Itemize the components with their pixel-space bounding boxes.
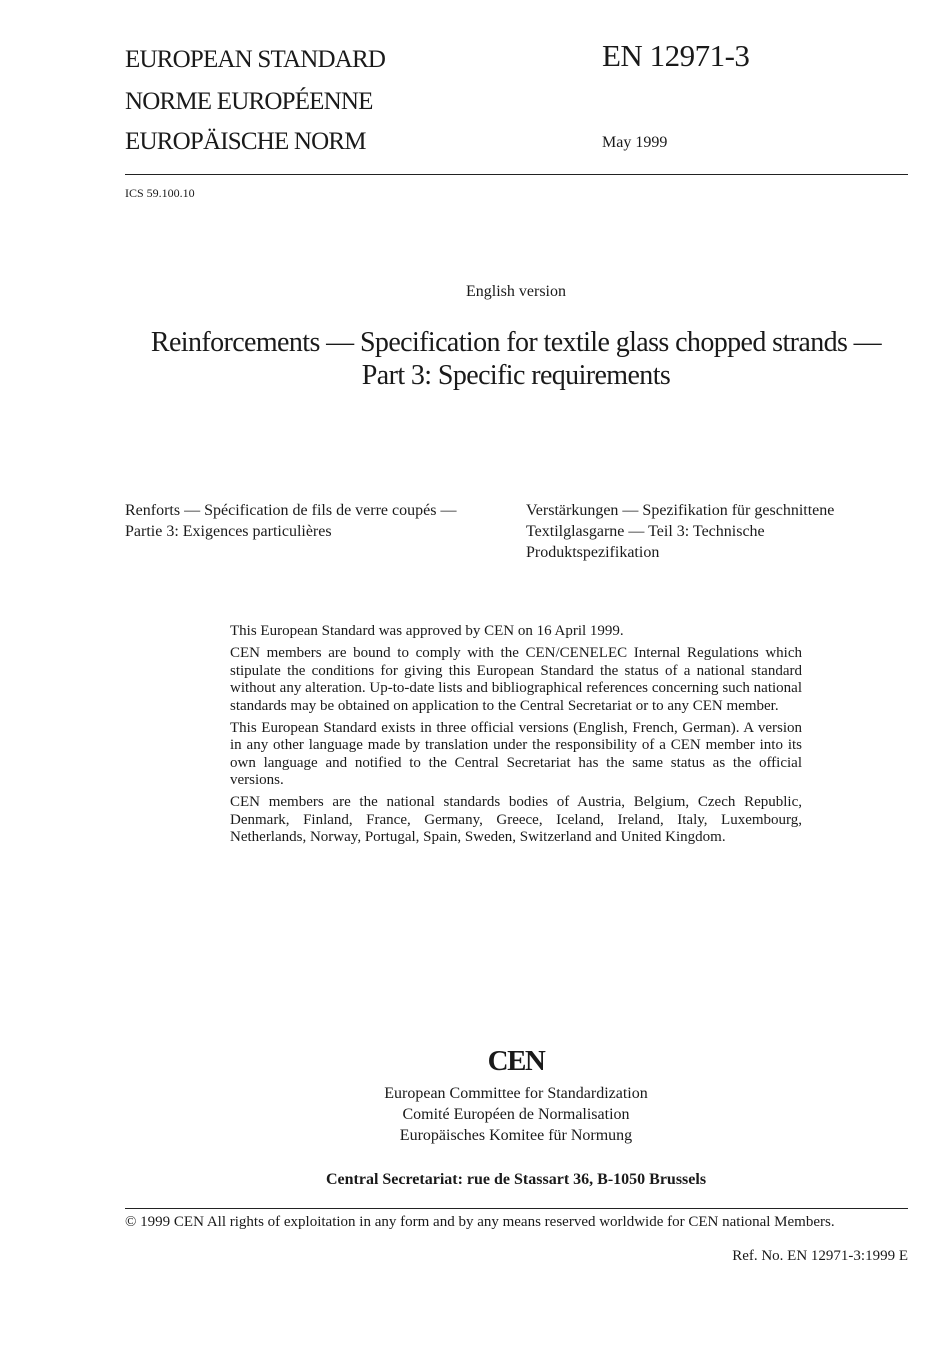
cen-logo: CEN: [487, 1045, 545, 1077]
standard-name-fr: NORME EUROPÉENNE: [125, 88, 373, 115]
footer-divider: [125, 1208, 908, 1209]
approval-paragraph: CEN members are bound to comply with the CEN/CENELEC Internal Regulations which stipulate the conditions for giving this European Standard the status of a national standard without any alteration. Up-to-date lists and bibliographical references concerning such national standards may be obtained on application to the Central Secretariat or to any CEN member.: [230, 645, 802, 714]
approval-notice: [230, 623, 802, 851]
approval-paragraph: CEN members are the national standards bodies of Austria, Belgium, Czech Republic, Denmark, Finland, France, Germany, Greece, Iceland, Ireland, Italy, Luxembourg, Netherlands, Norway, Portugal, Spain, Sweden, Switzerland and United Kingdom.: [230, 794, 802, 845]
version-label: English version: [466, 283, 566, 300]
german-title: [526, 500, 911, 563]
reference-number: Ref. No. EN 12971-3:1999 E: [732, 1248, 908, 1264]
approval-paragraph: This European Standard exists in three official versions (English, French, German). A version in any other language made by translation under the responsibility of a CEN member into its own language and notified to the Central Secretariat has the same status as the official versions.: [230, 719, 802, 788]
committee-name: European Committee for Standardization: [384, 1085, 648, 1102]
title-line-2: Part 3: Specific requirements: [361, 360, 671, 391]
german-title-line: Verstärkungen — Spezifikation für geschnittene: [526, 502, 835, 519]
ics-code: ICS 59.100.10: [125, 186, 195, 200]
german-title-line: Textilglasgarne — Teil 3: Technische: [526, 523, 765, 540]
document-title: [110, 326, 922, 392]
copyright-notice: © 1999 CEN All rights of exploitation in any form and by any means reserved worldwide for CEN national Members.: [125, 1214, 835, 1230]
publication-date: May 1999: [602, 134, 668, 151]
standard-number: EN 12971-3: [602, 38, 750, 73]
french-title-line: Partie 3: Exigences particulières: [125, 523, 332, 540]
french-title: [125, 500, 510, 542]
german-title-line: Produktspezifikation: [526, 544, 660, 561]
standard-name-en: EUROPEAN STANDARD: [125, 46, 386, 73]
committee-name: Comité Européen de Normalisation: [402, 1106, 630, 1123]
header-divider: [125, 174, 908, 175]
committee-name: Europäisches Komitee für Normung: [399, 1127, 633, 1144]
approval-paragraph: This European Standard was approved by CEN on 16 April 1999.: [230, 623, 624, 639]
french-title-line: Renforts — Spécification de fils de verre coupés —: [125, 502, 457, 519]
committee-names: [0, 1083, 950, 1146]
central-secretariat-address: Central Secretariat: rue de Stassart 36, B-1050 Brussels: [325, 1171, 707, 1188]
standard-name-de: EUROPÄISCHE NORM: [125, 128, 366, 155]
title-line-1: Reinforcements — Specification for textile glass chopped strands —: [150, 327, 882, 358]
